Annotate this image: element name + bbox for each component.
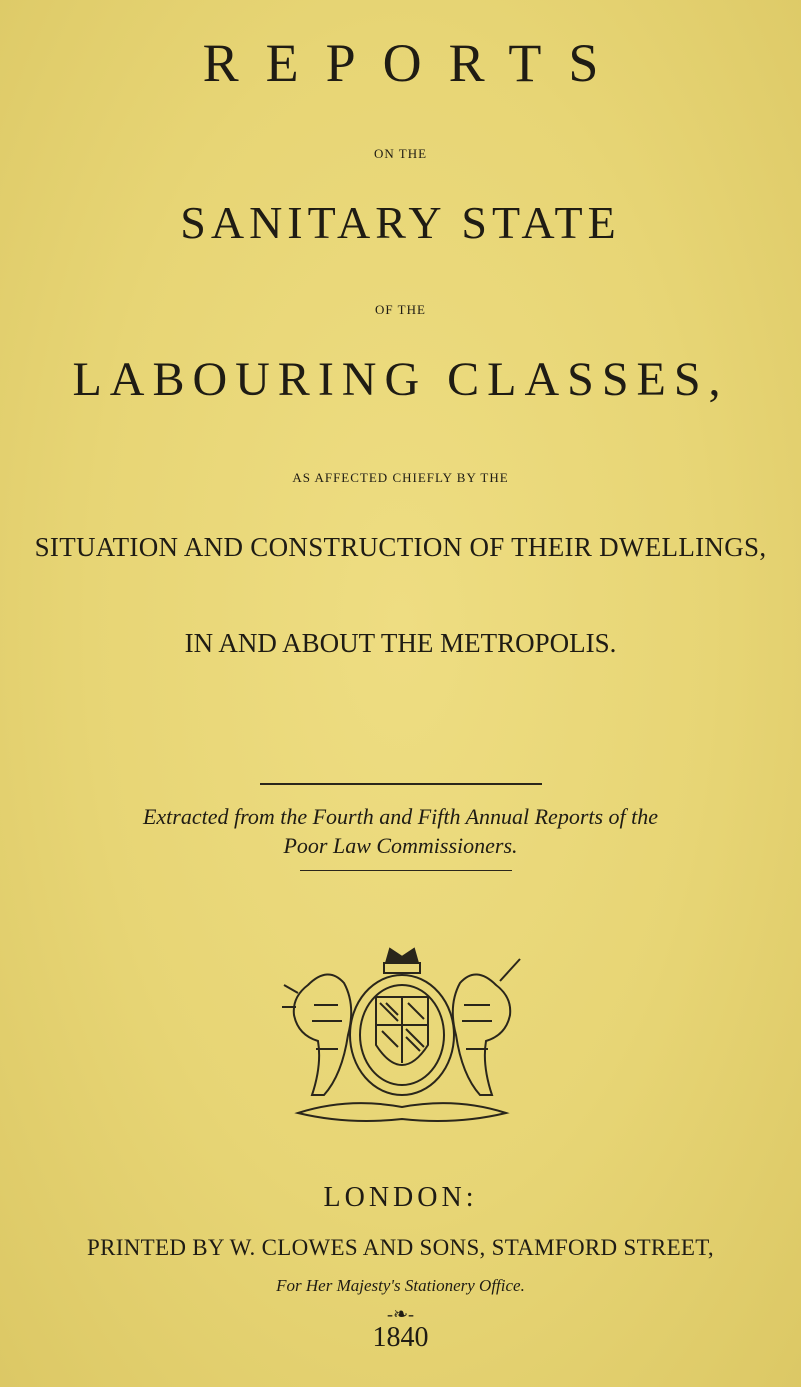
- imprint-stationery-office: For Her Majesty's Stationery Office.: [276, 1276, 525, 1295]
- title-labouring-classes: LABOURING CLASSES,: [72, 353, 729, 406]
- title-sanitary-state: SANITARY STATE: [180, 197, 621, 248]
- subtitle-as-affected: AS AFFECTED CHIEFLY BY THE: [292, 470, 509, 485]
- imprint-year: 1840: [372, 1322, 429, 1353]
- imprint-london: LONDON:: [323, 1182, 478, 1213]
- divider-rule-bottom: [300, 870, 512, 871]
- extracted-note-line-2: Poor Law Commissioners.: [283, 833, 518, 858]
- main-title-reports: REPORTS: [202, 33, 626, 93]
- imprint-printed-by: PRINTED BY W. CLOWES AND SONS, STAMFORD STREET,: [87, 1235, 714, 1260]
- imprint-ornament: -❧-: [386, 1304, 415, 1324]
- subtitle-on-the: ON THE: [373, 146, 428, 161]
- subtitle-of-the: OF THE: [375, 302, 426, 317]
- extracted-note-line-1: Extracted from the Fourth and Fifth Annual Reports of the: [142, 804, 659, 829]
- royal-coat-of-arms-icon: [268, 945, 536, 1135]
- title-situation: SITUATION AND CONSTRUCTION OF THEIR DWELLINGS,: [34, 532, 767, 562]
- divider-rule-top: [260, 783, 542, 785]
- title-metropolis: IN AND ABOUT THE METROPOLIS.: [184, 628, 617, 658]
